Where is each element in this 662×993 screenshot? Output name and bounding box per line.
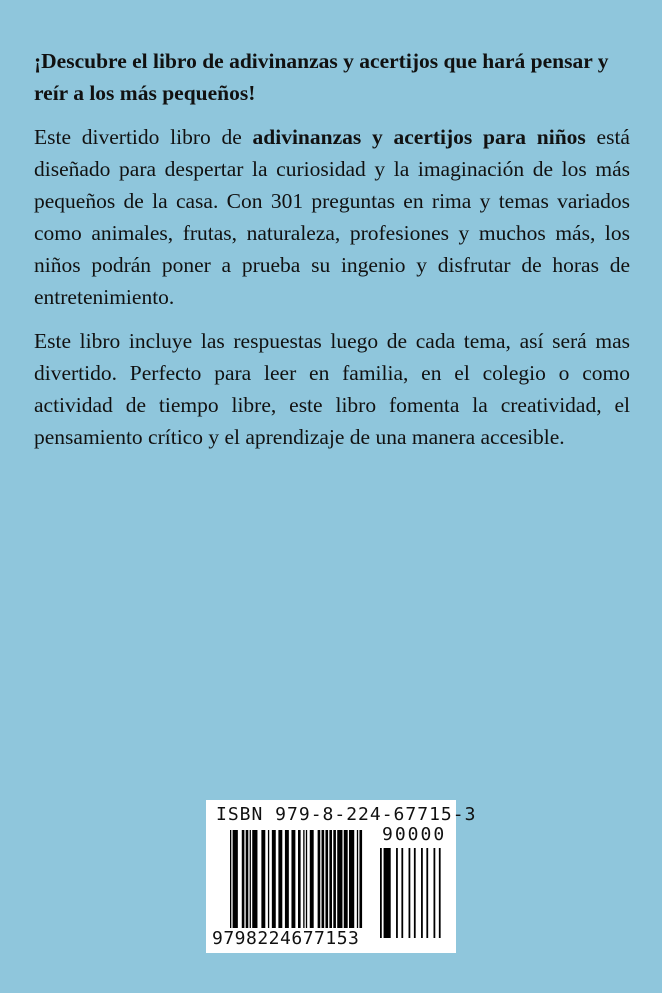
barcode-bar [359,830,362,928]
barcode-bar [285,830,289,928]
barcode-bar [250,830,251,928]
paragraph-1-intro: Este divertido libro de [34,125,253,149]
barcode-bar [325,830,328,928]
barcode-bar [344,830,348,928]
barcode-bar [278,830,282,928]
barcode-bar [233,830,238,928]
barcode-bar [252,830,257,928]
back-cover-description [34,45,630,465]
barcode-bar [322,830,325,928]
paragraph-1-bold-phrase: adivinanzas y acertijos para niños [252,125,586,149]
description-paragraph-1 [34,121,630,313]
barcode-bar [246,830,249,928]
ean-number: 9798224677153 [212,928,360,949]
barcode-bar [310,830,314,928]
barcode-bar [349,830,354,928]
barcode-bar [261,830,265,928]
barcode-bar [384,848,391,938]
barcode-bar [357,830,358,928]
barcode-bar [337,830,342,928]
barcode-bar [268,830,269,928]
barcode-bar [439,848,441,938]
barcode-bar [380,848,382,938]
addon-barcode-bars [380,848,441,938]
description-paragraph-2: Este libro incluye las respuestas luego de cada tema, así será mas divertido. Perfecto para leer en familia, en el colegio o como actividad de tiempo libre, este libro fomenta la creatividad, el pensamiento crítico y el aprendizaje de una manera accesible. [34,329,630,449]
barcode-bar [298,830,301,928]
barcode-bar [230,830,231,928]
barcode-bar [272,830,276,928]
barcode-bar [396,848,398,938]
barcode-bar [242,830,245,928]
barcode-bar [333,830,336,928]
ean-barcode-bars [230,830,362,928]
barcode-bar [426,848,428,938]
barcode-bar [329,830,332,928]
barcode-bar [306,830,307,928]
barcode-bar [291,830,295,928]
barcode-bar [303,830,304,928]
barcode-bar [434,848,436,938]
barcode-addon-number: 90000 [382,824,447,845]
barcode-bar [409,848,411,938]
barcode-bar [414,848,416,938]
isbn-barcode [206,800,477,953]
barcode-bar [401,848,403,938]
barcode-bar [318,830,321,928]
headline: ¡Descubre el libro de adivinanzas y acertijos que hará pensar y reír a los más pequeños! [34,49,609,105]
paragraph-1-rest: está diseñado para despertar la curiosidad y la imaginación de los más pequeños de la casa. Con 301 preguntas en rima y temas variados como animales, frutas, naturaleza, profesiones y muchos más, los niños podrán poner a prueba su ingenio y disfrutar de horas de entretenimiento. [34,125,630,309]
barcode-bar [421,848,423,938]
isbn-label: ISBN 979-8-224-67715-3 [216,804,477,825]
